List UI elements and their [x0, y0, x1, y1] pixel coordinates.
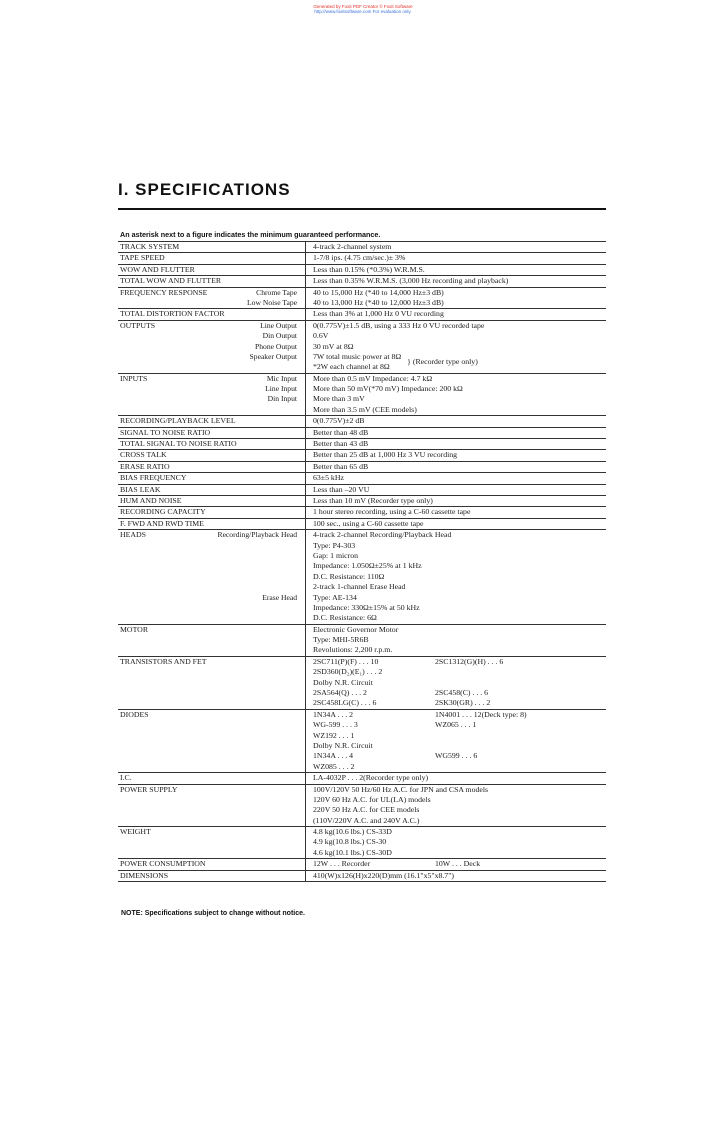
- spec-row: [118, 253, 606, 264]
- spec-value-line: [313, 603, 606, 613]
- spec-value-line: [313, 561, 606, 571]
- spec-value-text: 40 to 13,000 Hz (*40 to 12,000 Hz±3 dB): [313, 297, 444, 307]
- spec-label: OUTPUTS: [120, 320, 156, 330]
- spec-sublabel: Din Output: [262, 331, 297, 341]
- spec-value-cell: [306, 507, 606, 517]
- spec-value-text: 100V/120V 50 Hz/60 Hz A.C. for JPN and CSA models: [313, 784, 489, 794]
- spec-row: [118, 485, 606, 496]
- spec-label-cell: [118, 710, 306, 772]
- spec-sublabel: Low Noise Tape: [247, 297, 297, 307]
- spec-row: [118, 309, 606, 320]
- spec-row: [118, 859, 606, 870]
- spec-value-col-2: 1N4001 . . . 12(Deck type: 8): [435, 709, 527, 719]
- spec-sublabel: Line Output: [260, 320, 297, 330]
- spec-label: DIODES: [120, 709, 149, 719]
- spec-value-text: Less than 3% at 1,000 Hz 0 VU recording: [313, 309, 444, 319]
- spec-row: [118, 321, 606, 374]
- spec-row: [118, 473, 606, 484]
- spec-label: I.C.: [120, 773, 132, 783]
- spec-value-cell: [306, 519, 606, 529]
- spec-label-cell: [118, 253, 306, 263]
- spec-value-col-1: WG-599 . . . 3: [313, 720, 358, 730]
- spec-value-text: 0(0.775V)±1.5 dB, using a 333 Hz 0 VU recorded tape: [313, 320, 485, 330]
- spec-label-cell: [118, 450, 306, 460]
- spec-value-line: [313, 405, 606, 415]
- spec-label: F. FWD AND RWD TIME: [120, 518, 204, 528]
- spec-value-col-1: 12W . . . Recorder: [313, 859, 371, 869]
- spec-value-text: *2W each channel at 8Ω: [313, 362, 390, 372]
- spec-row: [118, 773, 606, 784]
- spec-sublabel: [218, 572, 298, 582]
- spec-value-col-1: 1N34A . . . 2: [313, 709, 354, 719]
- spec-label: TRANSISTORS AND FET: [120, 656, 207, 666]
- title-rule: [118, 208, 606, 210]
- spec-label-cell: [118, 288, 306, 309]
- spec-value-line: [313, 816, 606, 826]
- spec-row: [118, 710, 606, 773]
- spec-value-line: [313, 342, 606, 352]
- spec-value-cell: [306, 473, 606, 483]
- spec-sublabel: Recording/Playback Head: [217, 530, 297, 540]
- spec-value-text: Better than 43 dB: [313, 439, 369, 449]
- spec-row: [118, 519, 606, 530]
- spec-value-col-1: 2SC458LG(C) . . . 6: [313, 698, 377, 708]
- spec-value-line: [313, 519, 606, 529]
- spec-value-text: (110V/220V A.C. and 240V A.C.): [313, 815, 420, 825]
- spec-value-line: [313, 309, 606, 319]
- spec-value-text: Better than 25 dB at 1,000 Hz 3 VU recording: [313, 450, 458, 460]
- spec-sublabel: Phone Output: [255, 341, 297, 351]
- spec-label: SIGNAL TO NOISE RATIO: [120, 427, 211, 437]
- spec-row: [118, 374, 606, 417]
- spec-value-text: LA-4032P . . . 2(Recorder type only): [313, 773, 429, 783]
- spec-value-col-1: 2SA564(Q) . . . 2: [313, 688, 367, 698]
- spec-value-text: 1 hour stereo recording, using a C-60 cassette tape: [313, 507, 471, 517]
- spec-value-text: Less than 0.15% (*0.3%) W.R.M.S.: [313, 264, 425, 274]
- spec-label-cell: [118, 462, 306, 472]
- spec-label: WOW AND FLUTTER: [120, 264, 195, 274]
- watermark-line-1: Generated by Foxit PDF Creator © Foxit Software: [313, 4, 413, 9]
- spec-label-cell: [118, 871, 306, 881]
- spec-row: [118, 785, 606, 828]
- spec-label-cell: [118, 530, 306, 624]
- spec-label-cell: [118, 827, 306, 858]
- spec-sublabel: [218, 551, 298, 561]
- spec-label: TRACK SYSTEM: [120, 242, 180, 251]
- spec-value-col-2: WG599 . . . 6: [435, 751, 478, 761]
- spec-value-cell: [306, 530, 606, 624]
- spec-value-text: 0(0.775V)±2 dB: [313, 416, 365, 426]
- spec-label-cell: [118, 321, 306, 373]
- spec-value-col-1: 2SC711(P)(F) . . . 10: [313, 656, 379, 666]
- spec-label: DIMENSIONS: [120, 870, 169, 880]
- spec-value-line: [313, 785, 606, 795]
- spec-value-line: [313, 625, 606, 635]
- spec-value-text: Type: MHI-5R6B: [313, 635, 369, 645]
- spec-value-line: [313, 496, 606, 506]
- spec-label-cell: [118, 265, 306, 275]
- spec-label-cell: [118, 439, 306, 449]
- spec-value-line: [313, 837, 606, 847]
- spec-row: [118, 428, 606, 439]
- spec-value-cell: [306, 625, 606, 656]
- spec-value-line: [313, 242, 606, 252]
- spec-value-cell: [306, 450, 606, 460]
- spec-label: ERASE RATIO: [120, 461, 170, 471]
- spec-value-line: [313, 871, 606, 881]
- spec-value-col-2: 10W . . . Deck: [435, 859, 481, 869]
- spec-label-cell: [118, 859, 306, 869]
- spec-label-cell: [118, 496, 306, 506]
- spec-label: INPUTS: [120, 373, 148, 383]
- spec-label: TAPE SPEED: [120, 253, 165, 263]
- spec-value-text: 4.6 kg(10.1 lbs.) CS-30D: [313, 847, 392, 857]
- spec-value-col-1: 1N34A . . . 4: [313, 751, 354, 761]
- spec-value-line: [313, 276, 606, 286]
- spec-label: FREQUENCY RESPONSE: [120, 287, 208, 297]
- spec-value-line: [313, 507, 606, 517]
- spec-label: CROSS TALK: [120, 450, 167, 460]
- spec-label-cell: [118, 519, 306, 529]
- spec-value-line: [313, 593, 606, 603]
- spec-value-line: [313, 773, 606, 783]
- spec-row: [118, 625, 606, 657]
- spec-value-line: [313, 288, 606, 298]
- spec-value-line: [313, 848, 606, 858]
- spec-value-line: [313, 710, 606, 720]
- spec-value-text: 2SD360(D₂)(E₁) . . . 2: [313, 667, 383, 677]
- spec-value-text: 63±5 kHz: [313, 473, 344, 483]
- spec-value-cell: [306, 265, 606, 275]
- spec-value-cell: [306, 439, 606, 449]
- spec-value-col-2: 2SC458(C) . . . 6: [435, 688, 489, 698]
- spec-value-cell: [306, 374, 606, 416]
- spec-value-line: [313, 298, 606, 308]
- spec-value-line: [313, 439, 606, 449]
- spec-value-line: [313, 321, 606, 331]
- spec-value-line: [313, 530, 606, 540]
- spec-value-line: [313, 657, 606, 667]
- spec-value-cell: [306, 288, 606, 309]
- spec-value-cell: [306, 276, 606, 286]
- spec-value-line: [313, 384, 606, 394]
- spec-row: [118, 241, 606, 253]
- spec-value-text: 220V 50 Hz A.C. for CEE models: [313, 805, 420, 815]
- spec-value-text: More than 0.5 mV Impedance: 4.7 kΩ: [313, 373, 433, 383]
- watermark-line-2: http://www.foxitsoftware.com For evaluation only.: [314, 9, 412, 14]
- spec-sublabel: Erase Head: [262, 592, 297, 602]
- spec-label-cell: [118, 416, 306, 426]
- spec-label-cell: [118, 485, 306, 495]
- spec-row: [118, 657, 606, 710]
- spec-sublabel: [218, 561, 298, 571]
- spec-label: BIAS LEAK: [120, 484, 161, 494]
- spec-value-cell: [306, 773, 606, 783]
- spec-value-text: More than 50 mV(*70 mV) Impedance: 200 kΩ: [313, 384, 463, 394]
- spec-row: [118, 439, 606, 450]
- spec-value-col-2: WZ065 . . . 1: [435, 720, 477, 730]
- spec-value-text: 0.6V: [313, 331, 329, 341]
- spec-value-text: Impedance: 1.050Ω±25% at 1 kHz: [313, 561, 422, 571]
- spec-value-line: [313, 741, 606, 751]
- spec-label-cell: [118, 374, 306, 416]
- spec-label-cell: [118, 242, 306, 252]
- spec-value-line: [313, 374, 606, 384]
- spec-label: HEADS: [120, 530, 146, 540]
- spec-value-line: [313, 462, 606, 472]
- spec-value-cell: [306, 657, 606, 709]
- spec-value-line: [313, 731, 606, 741]
- spec-row: [118, 450, 606, 461]
- spec-value-line: [313, 351, 606, 366]
- spec-row: [118, 507, 606, 518]
- spec-value-line: [313, 485, 606, 495]
- spec-value-text: Gap: 1 micron: [313, 550, 359, 560]
- spec-table: [118, 241, 606, 882]
- spec-value-line: [313, 572, 606, 582]
- spec-value-line: [313, 551, 606, 561]
- spec-row: [118, 827, 606, 859]
- spec-row: [118, 265, 606, 276]
- spec-label-cell: [118, 276, 306, 286]
- spec-value-cell: [306, 253, 606, 263]
- spec-value-line: [313, 635, 606, 645]
- spec-value-text: Type: AE-134: [313, 592, 357, 602]
- watermark-header: [0, 4, 726, 14]
- spec-value-text: More than 3.5 mV (CEE models): [313, 404, 417, 414]
- spec-value-cell: [306, 462, 606, 472]
- spec-value-line: [313, 331, 606, 341]
- spec-value-line: [313, 541, 606, 551]
- spec-label-cell: [118, 657, 306, 709]
- spec-value-text: WZ085 . . . 2: [313, 761, 355, 771]
- spec-label: TOTAL SIGNAL TO NOISE RATIO: [120, 439, 237, 449]
- spec-value-text: Better than 65 dB: [313, 461, 369, 471]
- spec-value-line: [313, 613, 606, 623]
- spec-value-line: [313, 265, 606, 275]
- spec-value-line: [313, 678, 606, 688]
- spec-value-text: 40 to 15,000 Hz (*40 to 14,000 Hz±3 dB): [313, 287, 444, 297]
- spec-label-cell: [118, 785, 306, 827]
- spec-label-cell: [118, 428, 306, 438]
- spec-value-cell: [306, 859, 606, 869]
- spec-row: [118, 416, 606, 427]
- spec-value-line: [313, 667, 606, 677]
- spec-value-cell: [306, 428, 606, 438]
- spec-sublabel: Din Input: [267, 394, 297, 404]
- spec-value-line: [313, 751, 606, 761]
- spec-value-line: [313, 805, 606, 815]
- spec-value-text: 2-track 1-channel Erase Head: [313, 582, 406, 592]
- spec-value-cell: [306, 827, 606, 858]
- spec-value-line: [313, 582, 606, 592]
- spec-sublabel: Speaker Output: [249, 351, 297, 361]
- spec-value-cell: [306, 416, 606, 426]
- spec-value-text: Type: P4-303: [313, 540, 356, 550]
- spec-value-text: Better than 48 dB: [313, 427, 369, 437]
- spec-label: POWER CONSUMPTION: [120, 859, 206, 869]
- spec-value-text: D.C. Resistance: 6Ω: [313, 613, 377, 623]
- spec-value-text: 4-track 2-channel system: [313, 242, 392, 251]
- spec-value-text: Dolby N.R. Circuit: [313, 740, 373, 750]
- spec-value-cell: [306, 321, 606, 373]
- spec-value-cell: [306, 785, 606, 827]
- spec-value-line: [313, 645, 606, 655]
- spec-value-text: More than 3 mV: [313, 394, 365, 404]
- spec-value-line: [313, 394, 606, 404]
- spec-value-line: [313, 688, 606, 698]
- spec-sublabel: Line Input: [265, 384, 297, 394]
- spec-value-line: [313, 720, 606, 730]
- spec-value-text: Less than 0.35% W.R.M.S. (3,000 Hz recording and playback): [313, 276, 509, 286]
- spec-row: [118, 496, 606, 507]
- spec-label-cell: [118, 473, 306, 483]
- spec-value-text: WZ192 . . . 1: [313, 730, 355, 740]
- spec-value-text: 4-track 2-channel Recording/Playback Head: [313, 530, 452, 540]
- spec-value-line: [313, 795, 606, 805]
- asterisk-note: An asterisk next to a figure indicates the minimum guaranteed performance.: [120, 230, 381, 239]
- spec-value-cell: [306, 710, 606, 772]
- page-title: I. SPECIFICATIONS: [118, 180, 291, 199]
- spec-value-cell: [306, 485, 606, 495]
- recorder-type-brace-note: } (Recorder type only): [407, 356, 478, 366]
- spec-value-line: [313, 450, 606, 460]
- spec-label: WEIGHT: [120, 827, 151, 837]
- spec-label: POWER SUPPLY: [120, 784, 178, 794]
- spec-value-line: [313, 428, 606, 438]
- spec-label-cell: [118, 507, 306, 517]
- spec-value-text: Dolby N.R. Circuit: [313, 677, 373, 687]
- spec-value-text: 120V 60 Hz A.C. for UL(LA) models: [313, 794, 431, 804]
- spec-sublabel: Chrome Tape: [256, 287, 297, 297]
- spec-value-cell: [306, 242, 606, 252]
- spec-label: TOTAL WOW AND FLUTTER: [120, 276, 222, 286]
- spec-value-text: 30 mV at 8Ω: [313, 341, 354, 351]
- spec-label: RECORDING CAPACITY: [120, 507, 206, 517]
- spec-label-cell: [118, 625, 306, 656]
- spec-value-line: [313, 827, 606, 837]
- spec-value-line: [313, 859, 606, 869]
- spec-row: [118, 276, 606, 287]
- spec-value-col-2: 2SC1312(G)(H) . . . 6: [435, 656, 504, 666]
- spec-sublabel: Mic Input: [266, 373, 297, 383]
- spec-label: MOTOR: [120, 624, 149, 634]
- spec-value-text: 4.9 kg(10.8 lbs.) CS-30: [313, 837, 387, 847]
- footer-note: NOTE: Specifications subject to change without notice.: [121, 910, 305, 917]
- spec-row: [118, 288, 606, 310]
- spec-value-text: Electronic Governor Motor: [313, 624, 399, 634]
- spec-value-text: 1-7/8 ips. (4.75 cm/sec.)± 3%: [313, 253, 406, 263]
- spec-sublabel: [218, 541, 298, 551]
- spec-label: RECORDING/PLAYBACK LEVEL: [120, 416, 236, 426]
- spec-value-text: 4.8 kg(10.6 lbs.) CS-33D: [313, 827, 392, 837]
- spec-value-line: [313, 253, 606, 263]
- spec-row: [118, 462, 606, 473]
- spec-label: BIAS FREQUENCY: [120, 473, 187, 483]
- spec-value-text: Revolutions: 2,200 r.p.m.: [313, 645, 393, 655]
- spec-value-cell: [306, 496, 606, 506]
- spec-label: TOTAL DISTORTION FACTOR: [120, 309, 225, 319]
- spec-value-line: [313, 473, 606, 483]
- spec-value-text: D.C. Resistance: 110Ω: [313, 571, 385, 581]
- spec-value-cell: [306, 871, 606, 881]
- spec-row: [118, 530, 606, 625]
- spec-value-text: 7W total music power at 8Ω: [313, 351, 402, 361]
- spec-value-text: 100 sec., using a C-60 cassette tape: [313, 518, 424, 528]
- spec-value-line: [313, 416, 606, 426]
- spec-value-line: [313, 698, 606, 708]
- spec-value-line: [313, 762, 606, 772]
- spec-row: [118, 871, 606, 882]
- spec-value-text: 410(W)x126(H)x220(D)mm (16.1"x5"x8.7"): [313, 870, 454, 880]
- spec-label-cell: [118, 309, 306, 319]
- spec-label: HUM AND NOISE: [120, 495, 182, 505]
- spec-value-col-2: 2SK30(GR) . . . 2: [435, 698, 491, 708]
- spec-value-cell: [306, 309, 606, 319]
- spec-value-text: Impedance: 330Ω±15% at 50 kHz: [313, 602, 420, 612]
- spec-value-text: Less than 10 mV (Recorder type only): [313, 495, 433, 505]
- spec-label-cell: [118, 773, 306, 783]
- spec-sublabel: [218, 582, 298, 592]
- spec-value-text: Less than –20 VU: [313, 484, 370, 494]
